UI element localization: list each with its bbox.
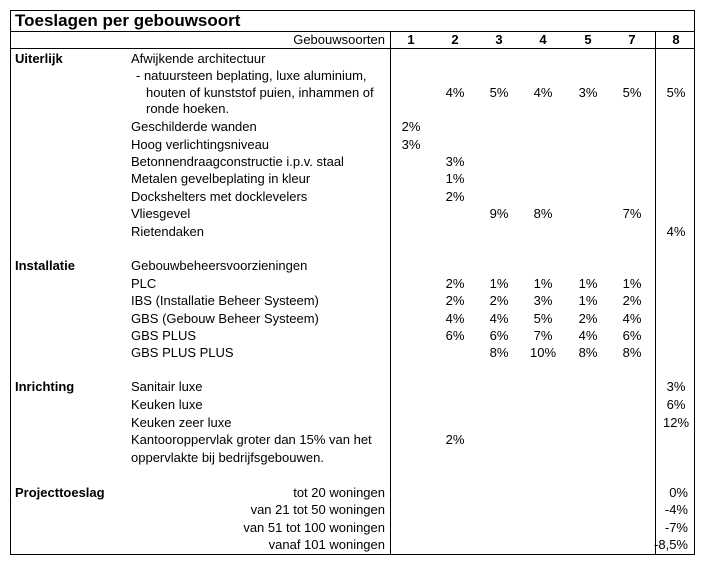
table-cell: 4% [445, 85, 465, 100]
table-cell: 4% [622, 311, 642, 326]
table-cell: 8% [622, 345, 642, 360]
table-cell: 3% [666, 379, 686, 394]
row-label: Vliesgevel [131, 206, 191, 221]
table-cell: -4% [664, 502, 688, 517]
row-label: Rietendaken [131, 224, 204, 239]
table-cell: 1% [445, 171, 465, 186]
arch-title: Afwijkende architectuur [131, 51, 266, 66]
table-cell: -7% [664, 520, 688, 535]
row-label: Metalen gevelbeplating in kleur [131, 171, 311, 186]
table-cell: 5% [666, 85, 686, 100]
row-label: vanaf 101 woningen [268, 537, 385, 552]
table-cell: 3% [401, 137, 421, 152]
table-cell: 5% [533, 311, 553, 326]
row-label: GBS PLUS [131, 328, 197, 343]
header-divider [10, 48, 695, 49]
column-header-4: 4 [539, 32, 547, 47]
table-cell: 2% [445, 189, 465, 204]
office-line: Kantooroppervlak groter dan 15% van het [131, 432, 372, 447]
table-cell: 2% [445, 432, 465, 447]
row-label: tot 20 woningen [293, 485, 385, 500]
table-cell: 6% [666, 397, 686, 412]
table-cell: 4% [533, 85, 553, 100]
table-cell: 8% [533, 206, 553, 221]
installatie-subheading: Gebouwbeheersvoorzieningen [131, 258, 308, 273]
column-header-2: 2 [451, 32, 459, 47]
table-cell: 2% [445, 293, 465, 308]
column-header-8: 8 [672, 32, 680, 47]
table-cell: 2% [445, 276, 465, 291]
column-header-1: 1 [407, 32, 415, 47]
table-cell: 1% [533, 276, 553, 291]
column-divider [390, 31, 391, 555]
column-divider [655, 31, 656, 555]
table-cell: 1% [489, 276, 509, 291]
row-label: van 51 tot 100 woningen [243, 520, 385, 535]
table-cell: 6% [622, 328, 642, 343]
table-cell: 2% [622, 293, 642, 308]
row-label: Dockshelters met docklevelers [131, 189, 308, 204]
table-cell: 1% [578, 293, 598, 308]
arch-line: ronde hoeken. [146, 101, 230, 116]
table-cell: 8% [578, 345, 598, 360]
table-cell: 2% [489, 293, 509, 308]
table-cell: 7% [622, 206, 642, 221]
table-cell: 3% [578, 85, 598, 100]
row-label: Keuken luxe [131, 397, 203, 412]
table-cell: -8,5% [654, 537, 688, 552]
row-label: Geschilderde wanden [131, 119, 257, 134]
table-cell: 3% [445, 154, 465, 169]
table-cell: 6% [489, 328, 509, 343]
table-cell: 1% [578, 276, 598, 291]
row-label: GBS (Gebouw Beheer Systeem) [131, 311, 319, 326]
row-label: Hoog verlichtingsniveau [131, 137, 270, 152]
table-cell: 4% [445, 311, 465, 326]
header-label: Gebouwsoorten [293, 32, 385, 47]
office-line: oppervlakte bij bedrijfsgebouwen. [131, 450, 324, 465]
table-cell: 4% [578, 328, 598, 343]
row-label: Sanitair luxe [131, 379, 203, 394]
table-cell: 7% [533, 328, 553, 343]
column-header-7: 7 [628, 32, 636, 47]
row-label: Betonnendraagconstructie i.p.v. staal [131, 154, 344, 169]
section-heading-uiterlijk: Uiterlijk [15, 51, 63, 66]
row-label: Keuken zeer luxe [131, 415, 232, 430]
table-cell: 1% [622, 276, 642, 291]
row-label: PLC [131, 276, 157, 291]
row-label: IBS (Installatie Beheer Systeem) [131, 293, 319, 308]
table-cell: 6% [445, 328, 465, 343]
table-cell: 4% [666, 224, 686, 239]
column-header-3: 3 [495, 32, 503, 47]
section-heading-installatie: Installatie [15, 258, 75, 273]
column-header-5: 5 [584, 32, 592, 47]
table-cell: 2% [578, 311, 598, 326]
table-cell: 5% [622, 85, 642, 100]
table-cell: 8% [489, 345, 509, 360]
table-cell: 4% [489, 311, 509, 326]
table-cell: 5% [489, 85, 509, 100]
section-heading-inrichting: Inrichting [15, 379, 75, 394]
table-cell: 0% [669, 485, 688, 500]
row-label: van 21 tot 50 woningen [250, 502, 385, 517]
row-label: GBS PLUS PLUS [131, 345, 234, 360]
table-cell: 9% [489, 206, 509, 221]
table-cell: 2% [401, 119, 421, 134]
table-cell: 12% [662, 415, 690, 430]
page-title: Toeslagen per gebouwsoort [15, 11, 241, 30]
arch-line: houten of kunststof puien, inhammen of [146, 85, 374, 100]
table-cell: 3% [533, 293, 553, 308]
arch-line: - natuursteen beplating, luxe aluminium, [136, 68, 367, 83]
section-heading-projecttoeslag: Projecttoeslag [15, 485, 105, 500]
table-cell: 10% [529, 345, 557, 360]
